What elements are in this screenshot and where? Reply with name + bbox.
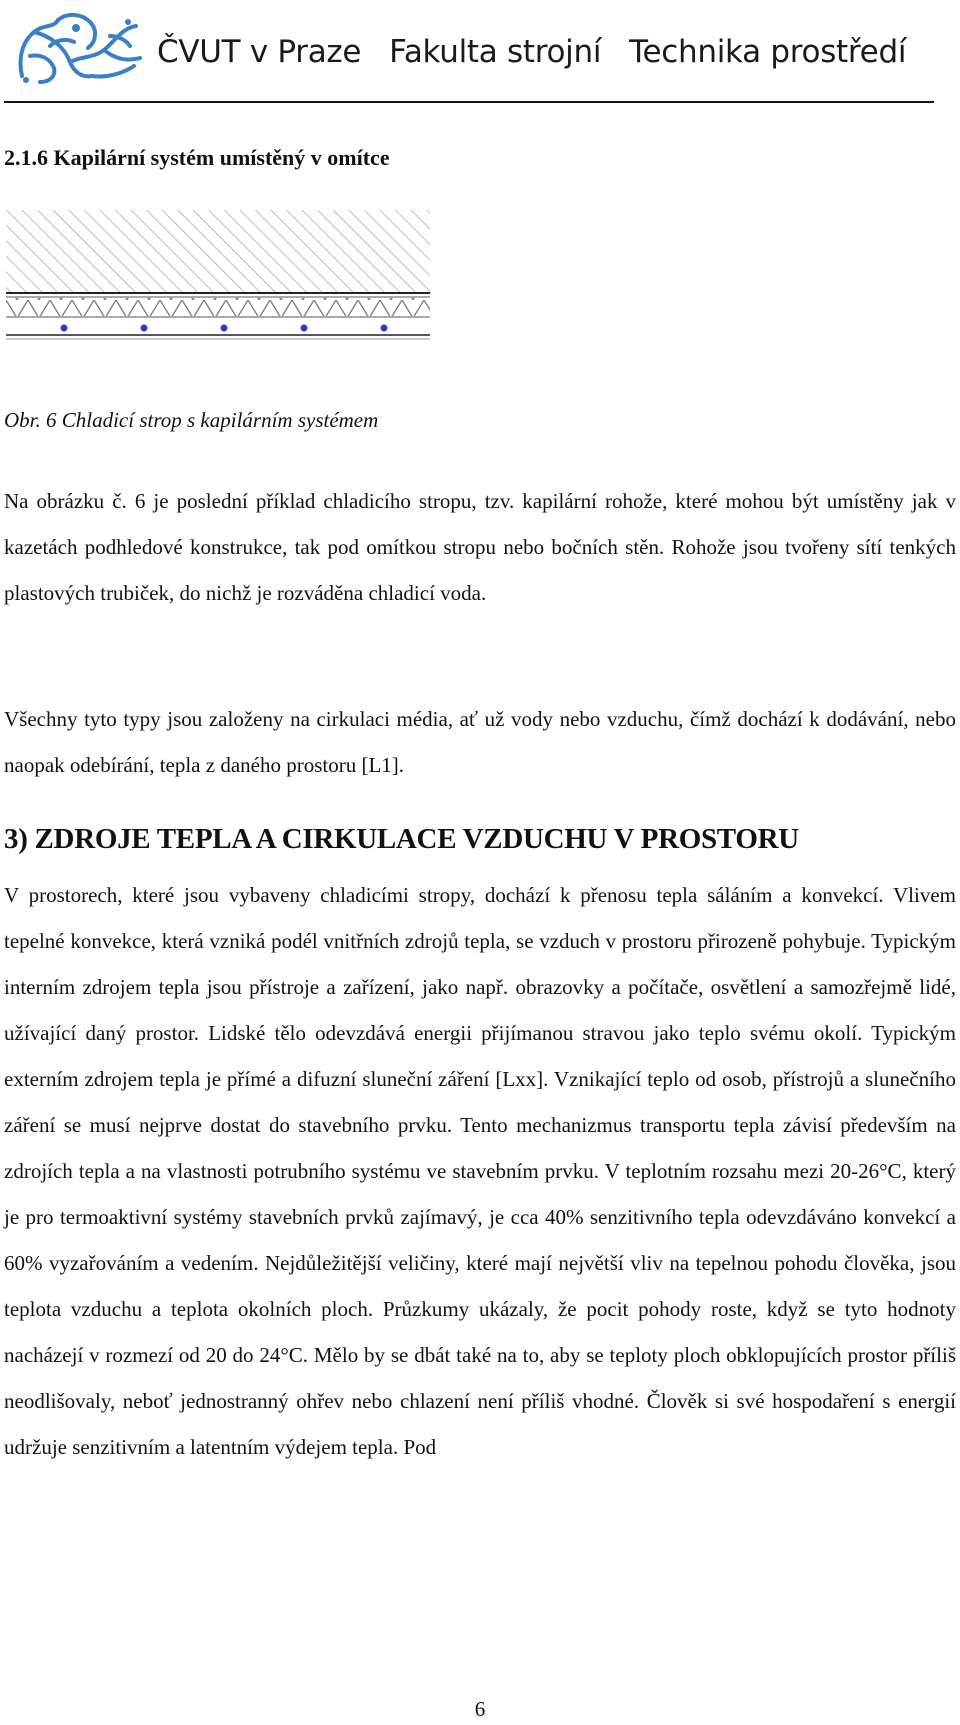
subsection-heading: 2.1.6 Kapilární systém umístěný v omítce <box>4 145 390 170</box>
header-faculty: Fakulta strojní <box>389 34 602 70</box>
header-divider <box>4 101 934 103</box>
figure-caption: Obr. 6 Chladicí strop s kapilárním systémem <box>4 408 379 432</box>
header-department: Technika prostředí <box>629 34 907 70</box>
cvut-lion-logo-icon <box>10 6 152 88</box>
section-heading: 3) ZDROJE TEPLA A CIRKULACE VZDUCHU V PROSTORU <box>4 823 799 855</box>
paragraph-1: Na obrázku č. 6 je poslední příklad chladicího stropu, tzv. kapilární rohože, které mohou být umístěny jak v kazetách podhledové konstrukce, tak pod omítkou stropu nebo bočních stěn. Rohože jsou tvořeny sítí tenkých plastových trubiček, do nichž je rozváděna chladicí voda. <box>4 489 956 605</box>
page-header <box>0 0 960 108</box>
header-institution: ČVUT v Praze <box>157 34 362 70</box>
page-number: 6 <box>474 1697 486 1721</box>
header-title <box>157 34 906 70</box>
capillary-ceiling-diagram-icon <box>6 210 430 352</box>
paragraph-3: V prostorech, které jsou vybaveny chladicími stropy, dochází k přenosu tepla sáláním a konvekcí. Vlivem tepelné konvekce, která vzniká podél vnitřních zdrojů tepla, se vzduch v prostoru přirozeně pohybuje. Typickým interním zdrojem tepla jsou přístroje a zařízení, jako např. obrazovky a počítače, osvětlení a samozřejmě lidé, užívající daný prostor. Lidské tělo odevzdává energii přijímanou stravou jako teplo svému okolí. Typickým externím zdrojem tepla je přímé a difuzní sluneční záření [Lxx]. Vznikající teplo od osob, přístrojů a slunečního záření se musí nejprve dostat do stavebního prvku. Tento mechanizmus transportu tepla závisí především na zdrojích tepla a na vlastnosti potrubního systému ve stavebním prvku. V teplotním rozsahu mezi 20-26°C, který je pro termoaktivní systémy stavebních prvků zajímavý, je cca 40% senzitivního tepla odevzdáváno konvekcí a 60% vyzařováním a vedením. Nejdůležitější veličiny, které mají největší vliv na tepelnou pohodu člověka, jsou teplota vzduchu a teplota okolních ploch. Průzkumy ukázaly, že pocit pohody roste, když se tyto hodnoty nacházejí v rozmezí od 20 do 24°C. Mělo by se dbát také na to, aby se teploty ploch obklopujících prostor příliš neodlišovaly, neboť jednostranný ohřev nebo chlazení není příliš vhodné. Člověk si své hospodaření s energií udržuje senzitivním a latentním výdejem tepla. Pod <box>4 883 956 1459</box>
paragraph-2: Všechny tyto typy jsou založeny na cirkulaci média, ať už vody nebo vzduchu, čímž dochází k dodávání, nebo naopak odebírání, tepla z daného prostoru [L1]. <box>4 707 956 777</box>
